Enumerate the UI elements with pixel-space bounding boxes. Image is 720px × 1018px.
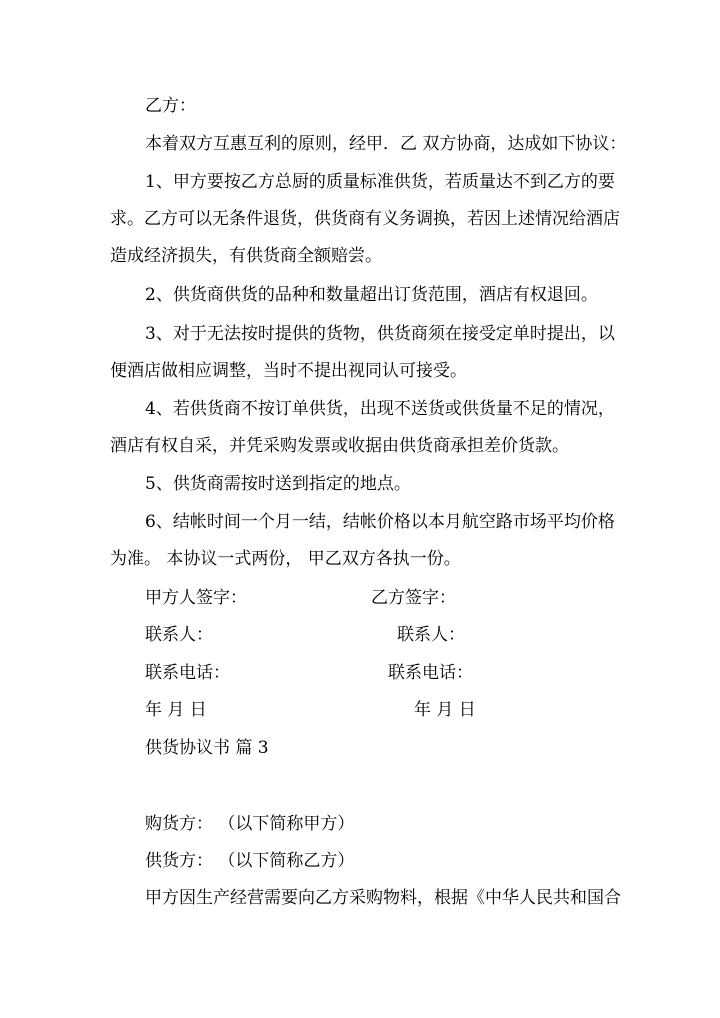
clause-6-line-2: 为准。 本协议一式两份， 甲乙双方各执一份。 bbox=[110, 549, 461, 569]
intro-paragraph: 本着双方互惠互利的原则，经甲．乙 双方协商，达成如下协议： bbox=[145, 134, 627, 154]
clause-4-line-2: 酒店有权自采，并凭采购发票或收据由供货商承担差价货款。 bbox=[110, 436, 569, 456]
date-party-b: 年 月 日 bbox=[414, 700, 476, 720]
clause-6-line-1: 6、结帐时间一个月一结，结帐价格以本月航空路市场平均价格 bbox=[145, 512, 615, 532]
clause-5: 5、供货商需按时送到指定的地点。 bbox=[145, 474, 411, 494]
contact-party-a-label: 联系人： bbox=[145, 625, 213, 645]
clause-3-line-1: 3、对于无法按时提供的货物，供货商须在接受定单时提出，以 bbox=[145, 324, 615, 344]
phone-party-b-label: 联系电话： bbox=[388, 663, 473, 683]
clause-1-line-2: 求。乙方可以无条件退货，供货商有义务调换，若因上述情况给酒店 bbox=[110, 209, 620, 229]
buyer-line: 购货方： （以下简称甲方） bbox=[145, 814, 355, 834]
phone-party-a-label: 联系电话： bbox=[145, 663, 230, 683]
closing-line: 甲方因生产经营需要向乙方采购物料，根据《中华人民共和国合 bbox=[145, 888, 621, 908]
party-b-heading: 乙方： bbox=[145, 96, 196, 116]
clause-3-line-2: 便酒店做相应调整，当时不提出视同认可接受。 bbox=[110, 361, 467, 381]
clause-1-line-3: 造成经济损失，有供货商全额赔尝。 bbox=[110, 246, 382, 266]
clause-1-line-1: 1、甲方要按乙方总厨的质量标准供货，若质量达不到乙方的要 bbox=[145, 172, 615, 192]
supplier-line: 供货方： （以下简称乙方） bbox=[145, 851, 355, 871]
signature-party-a-label: 甲方人签字： bbox=[145, 588, 247, 608]
clause-4-line-1: 4、若供货商不按订单供货，出现不送货或供货量不足的情况， bbox=[145, 399, 615, 419]
section-title: 供货协议书 篇 3 bbox=[145, 738, 269, 758]
contact-party-b-label: 联系人： bbox=[397, 625, 465, 645]
date-party-a: 年 月 日 bbox=[145, 700, 207, 720]
signature-party-b-label: 乙方签字： bbox=[371, 588, 456, 608]
clause-2: 2、供货商供货的品种和数量超出订货范围，酒店有权退回。 bbox=[145, 285, 598, 305]
